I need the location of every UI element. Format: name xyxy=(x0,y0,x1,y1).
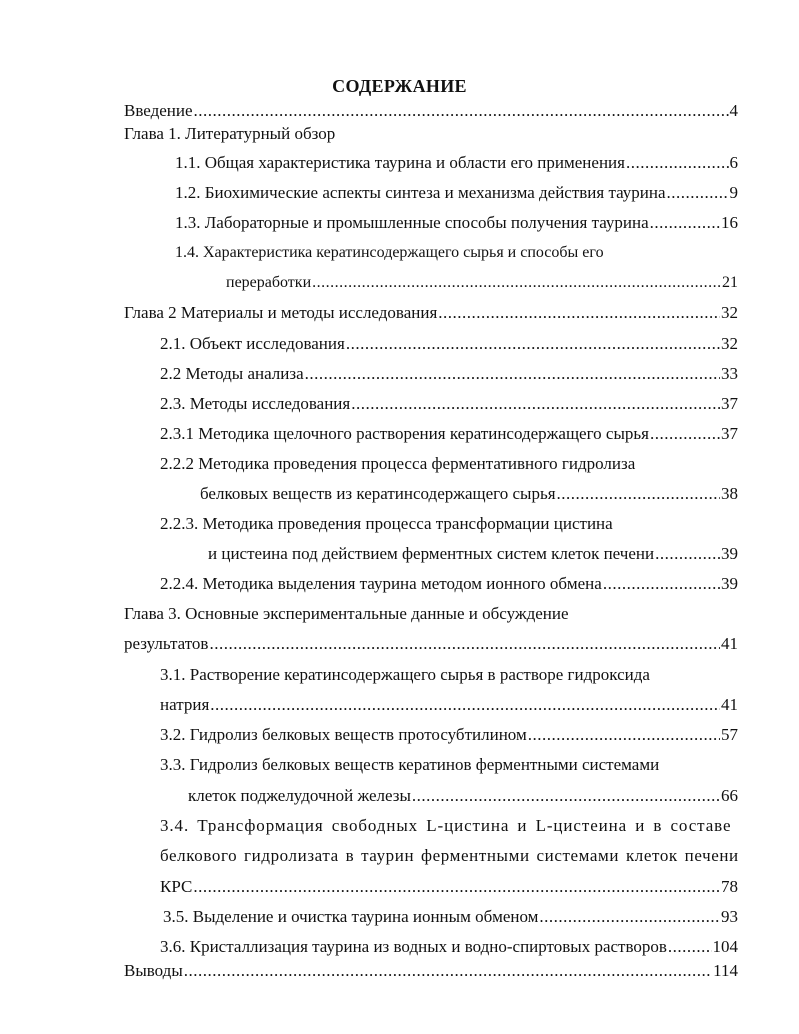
toc-entry-text: и цистеина под действием ферментных систем клеток печени xyxy=(208,544,655,563)
toc-entry-text: Глава 1. Литературный обзор xyxy=(124,124,336,143)
toc-entry-page: 33 xyxy=(721,364,738,383)
toc-entry-2-2-4 xyxy=(160,573,738,595)
toc-entry-3-4-cont2 xyxy=(160,876,738,898)
toc-entry-2-1 xyxy=(160,333,738,355)
toc-entry-page: 37 xyxy=(721,394,738,413)
toc-entry-page: 39 xyxy=(721,574,738,593)
toc-entry-chapter-2 xyxy=(124,302,738,324)
toc-entry-text: 3.6. Кристаллизация таурина из водных и водно-спиртовых растворов xyxy=(160,937,667,956)
toc-entry-text: результатов xyxy=(124,634,209,653)
toc-entry-page: 41 xyxy=(721,634,738,653)
toc-entry-2-2-2 xyxy=(160,453,738,475)
toc-entry-text: Выводы xyxy=(124,961,183,980)
dot-leader xyxy=(209,633,720,655)
dot-leader xyxy=(305,363,720,385)
toc-entry-text: клеток поджелудочной железы xyxy=(188,786,411,805)
dot-leader xyxy=(184,960,712,982)
toc-entry-page: 4 xyxy=(729,101,738,120)
toc-entry-2-3-1 xyxy=(160,423,738,445)
dot-leader xyxy=(438,302,720,324)
dot-leader xyxy=(539,906,720,928)
toc-entry-page: 57 xyxy=(721,725,738,744)
toc-entry-3-6 xyxy=(160,936,738,958)
toc-entry-text: 3.4. Трансформация свободных L-цистина и L-цистеина и в составе xyxy=(160,816,732,835)
toc-entry-chapter-1 xyxy=(124,123,738,145)
dot-leader xyxy=(312,272,721,294)
toc-entry-page: 9 xyxy=(729,183,738,202)
toc-entry-text: 1.2. Биохимические аспекты синтеза и механизма действия таурина xyxy=(175,183,666,202)
toc-entry-text: Глава 2 Материалы и методы исследования xyxy=(124,303,438,322)
toc-entry-text: переработки xyxy=(226,274,312,291)
toc-entry-page: 78 xyxy=(721,877,738,896)
toc-entry-page: 37 xyxy=(721,424,738,443)
toc-entry-text: 2.2.3. Методика проведения процесса трансформации цистина xyxy=(160,514,613,533)
toc-entry-3-1 xyxy=(160,664,738,686)
toc-entry-chapter-3-cont xyxy=(124,633,738,655)
toc-entry-3-3-cont xyxy=(188,785,738,807)
dot-leader xyxy=(193,876,720,898)
toc-entry-text: 1.3. Лабораторные и промышленные способы получения таурина xyxy=(175,213,649,232)
toc-entry-text: 2.2.2 Методика проведения процесса ферментативного гидролиза xyxy=(160,454,636,473)
toc-entry-chapter-3 xyxy=(124,603,738,625)
toc-entry-text: белкового гидролизата в таурин ферментными системами клеток печени xyxy=(160,846,739,865)
dot-leader xyxy=(603,573,720,595)
toc-entry-3-4 xyxy=(160,815,754,837)
dot-leader xyxy=(528,724,720,746)
dot-leader xyxy=(650,212,720,234)
dot-leader xyxy=(210,694,720,716)
dot-leader xyxy=(626,152,729,174)
toc-entry-text: 3.3. Гидролиз белковых веществ кератинов ферментными системами xyxy=(160,755,660,774)
toc-entry-page: 38 xyxy=(721,484,738,503)
toc-entry-1-4-cont xyxy=(226,272,738,294)
toc-entry-page: 66 xyxy=(721,786,738,805)
toc-entry-text: 1.1. Общая характеристика таурина и области его применения xyxy=(175,153,625,172)
toc-entry-page: 16 xyxy=(721,213,738,232)
toc-entry-text: 2.3.1 Методика щелочного растворения кератинсодержащего сырья xyxy=(160,424,649,443)
dot-leader xyxy=(194,100,729,122)
toc-entry-1-2 xyxy=(175,182,738,204)
toc-entry-page: 32 xyxy=(721,303,738,322)
toc-entry-2-2-3-cont xyxy=(208,543,738,565)
toc-entry-3-5 xyxy=(163,906,738,928)
toc-entry-text: 3.2. Гидролиз белковых веществ протосубтилином xyxy=(160,725,527,744)
toc-entry-text: Глава 3. Основные экспериментальные данные и обсуждение xyxy=(124,604,569,623)
toc-entry-text: Введение xyxy=(124,101,193,120)
toc-entry-page: 32 xyxy=(721,334,738,353)
toc-entry-3-2 xyxy=(160,724,738,746)
toc-entry-2-2-3 xyxy=(160,513,738,535)
toc-entry-page: 6 xyxy=(729,153,738,172)
toc-entry-page: 104 xyxy=(712,937,738,956)
toc-entry-text: 2.2 Методы анализа xyxy=(160,364,304,383)
toc-entry-text: 2.1. Объект исследования xyxy=(160,334,345,353)
dot-leader xyxy=(655,543,720,565)
toc-entry-1-4 xyxy=(175,242,738,264)
dot-leader xyxy=(667,182,729,204)
toc-entry-page: 93 xyxy=(721,907,738,926)
toc-entry-text: 1.4. Характеристика кератинсодержащего сырья и способы его xyxy=(175,244,604,261)
page-title: СОДЕРЖАНИЕ xyxy=(332,76,467,96)
toc-entry-2-2-2-cont xyxy=(200,483,738,505)
dot-leader xyxy=(668,936,712,958)
toc-entry-page: 39 xyxy=(721,544,738,563)
toc-entry-3-4-cont xyxy=(160,845,754,867)
toc-entry-page: 114 xyxy=(713,961,738,980)
toc-entry-text: КРС xyxy=(160,877,193,896)
toc-entry-text: натрия xyxy=(160,695,210,714)
toc-entry-page: 41 xyxy=(721,695,738,714)
toc-entry-text: белковых веществ из кератинсодержащего сырья xyxy=(200,484,556,503)
toc-entry-text: 3.1. Растворение кератинсодержащего сырья в растворе гидроксида xyxy=(160,665,650,684)
toc-entry-text: 2.3. Методы исследования xyxy=(160,394,351,413)
dot-leader xyxy=(557,483,720,505)
dot-leader xyxy=(650,423,720,445)
toc-entry-1-1 xyxy=(175,152,738,174)
toc-entry-conclusions xyxy=(124,960,738,982)
toc-entry-3-1-cont xyxy=(160,694,738,716)
dot-leader xyxy=(351,393,720,415)
toc-entry-introduction xyxy=(124,100,738,122)
toc-entry-1-3 xyxy=(175,212,738,234)
toc-entry-2-2 xyxy=(160,363,738,385)
dot-leader xyxy=(346,333,720,355)
toc-entry-2-3 xyxy=(160,393,738,415)
toc-entry-text: 3.5. Выделение и очистка таурина ионным обменом xyxy=(163,907,539,926)
dot-leader xyxy=(412,785,720,807)
toc-entry-text: 2.2.4. Методика выделения таурина методом ионного обмена xyxy=(160,574,602,593)
toc-entry-page: 21 xyxy=(722,274,738,291)
toc-entry-3-3 xyxy=(160,754,738,776)
